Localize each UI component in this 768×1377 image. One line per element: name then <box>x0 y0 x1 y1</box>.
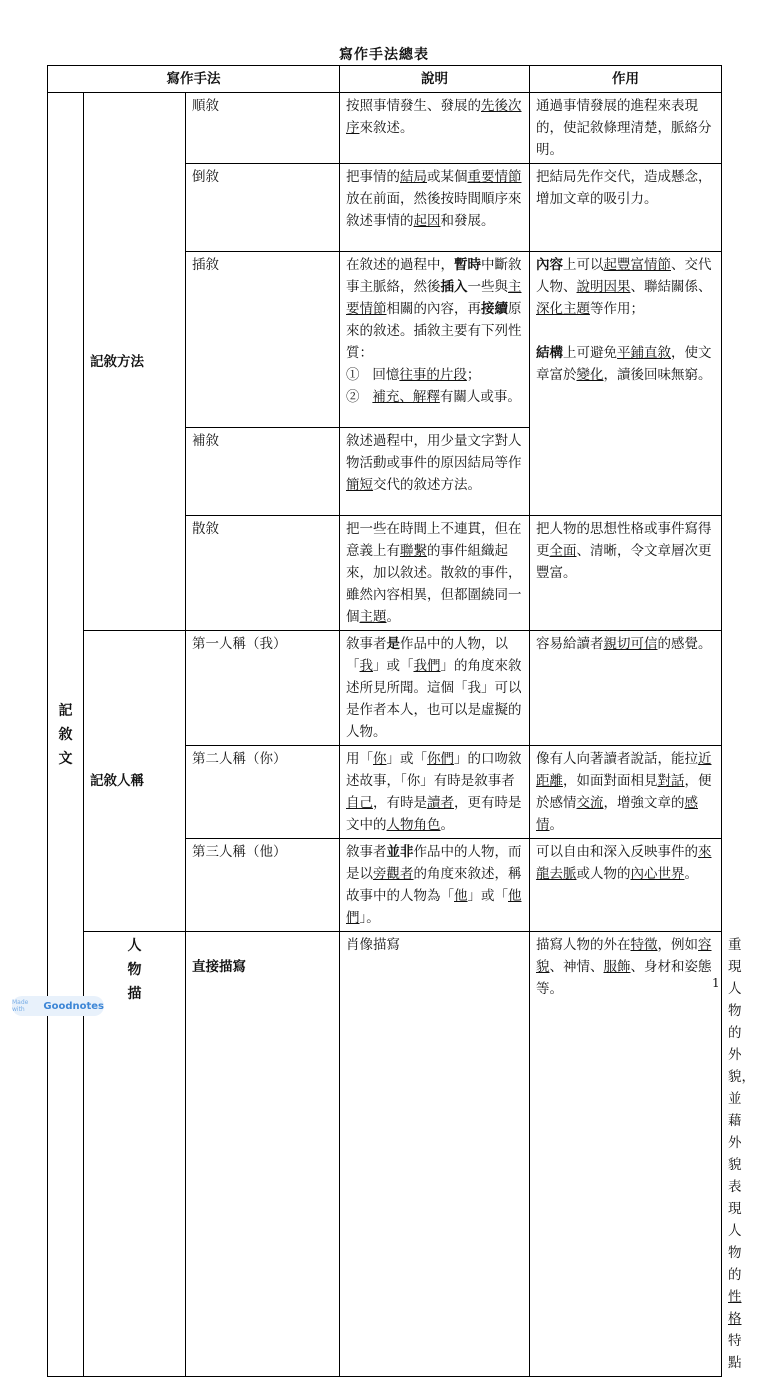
technique-desc: 把事情的結局或某個重要情節放在前面，然後按時間順序來敘述事情的起因和發展。 <box>340 164 530 252</box>
technique-desc: 把一些在時間上不連貫，但在意義上有聯繫的事件組織起來，加以敘述。散敘的事件，雖然內容相異，但都圍繞同一個主題。 <box>340 516 530 631</box>
table-row <box>48 631 722 746</box>
genre-character: 人 物 描 <box>84 932 186 1377</box>
technique-desc: 用「你」或「你們」的口吻敘述故事，「你」有時是敘事者自己，有時是讀者，更有時是文中的人物角色。 <box>340 746 530 839</box>
technique-name: 第一人稱（我） <box>186 631 340 746</box>
technique-effect: 通過事情發展的進程來表現的，使記敘條理清楚，脈絡分明。 <box>530 93 722 164</box>
technique-effect: 可以自由和深入反映事件的來龍去脈或人物的內心世界。 <box>530 839 722 932</box>
technique-name: 倒敘 <box>186 164 340 252</box>
technique-name: 散敘 <box>186 516 340 631</box>
technique-desc: 敘事者並非作品中的人物，而是以旁觀者的角度來敘述，稱故事中的人物為「他」或「他們」。 <box>340 839 530 932</box>
technique-effect: 像有人向著讀者說話，能拉近距離，如面對面相見對話，便於感情交流，增強文章的感情。 <box>530 746 722 839</box>
techniques-table <box>47 65 755 1377</box>
technique-name: 肖像描寫 <box>340 932 530 1377</box>
technique-effect: 內容上可以起豐富情節、交代人物、說明因果、聯結關係、深化主題等作用； 結構上可避免平鋪直敘，使文章富於變化，讀後回味無窮。 <box>530 252 722 516</box>
badge-prefix: Made with <box>12 999 29 1013</box>
page-number: 1 <box>712 976 720 990</box>
header-technique: 寫作手法 <box>48 66 340 93</box>
genre-narrative: 記 敘 文 <box>48 93 84 1377</box>
technique-desc: 描寫人物的外在特徵，例如容貌、神情、服飾、身材和姿態等。 <box>530 932 722 1377</box>
technique-name: 插敘 <box>186 252 340 428</box>
goodnotes-badge[interactable] <box>12 996 104 1016</box>
technique-name: 補敘 <box>186 428 340 516</box>
technique-effect: 容易給讀者親切可信的感覺。 <box>530 631 722 746</box>
category-direct: 直接描寫 <box>186 932 340 1377</box>
technique-desc: 敘事者是作品中的人物，以「我」或「我們」的角度來敘述所見所聞。這個「我」可以是作者本人，也可以是虛擬的人物。 <box>340 631 530 746</box>
technique-desc: 敘述過程中，用少量文字對人物活動或事件的原因結局等作簡短交代的敘述方法。 <box>340 428 530 516</box>
header-row <box>48 66 722 93</box>
table-row <box>48 93 722 164</box>
table-row: 人 物 描 直接描寫 肖像描寫 描寫人物的外在特徵，例如容貌、神情、服飾、身材和姿態等。 重現人物的外貌，並藉外貌表現人物的性格特點 <box>48 932 722 1377</box>
technique-name: 順敘 <box>186 93 340 164</box>
badge-brand: Goodnotes <box>43 1000 104 1012</box>
technique-name: 第二人稱（你） <box>186 746 340 839</box>
technique-effect: 把結局先作交代，造成懸念，增加文章的吸引力。 <box>530 164 722 252</box>
technique-desc: 在敘述的過程中，暫時中斷敘事主脈絡，然後插入一些與主要情節相關的內容，再接續原來的敘述。插敘主要有下列性質： ① 回憶往事的片段； ② 補充、解釋有關人或事。 <box>340 252 530 428</box>
technique-desc: 按照事情發生、發展的先後次序來敘述。 <box>340 93 530 164</box>
technique-name: 第三人稱（他） <box>186 839 340 932</box>
header-explanation: 說明 <box>340 66 530 93</box>
category-method: 記敘方法 <box>84 93 186 631</box>
document-title: 寫作手法總表 <box>339 47 429 63</box>
header-effect: 作用 <box>530 66 722 93</box>
category-person: 記敘人稱 <box>84 631 186 932</box>
technique-effect: 把人物的思想性格或事件寫得更全面、清晰，令文章層次更豐富。 <box>530 516 722 631</box>
